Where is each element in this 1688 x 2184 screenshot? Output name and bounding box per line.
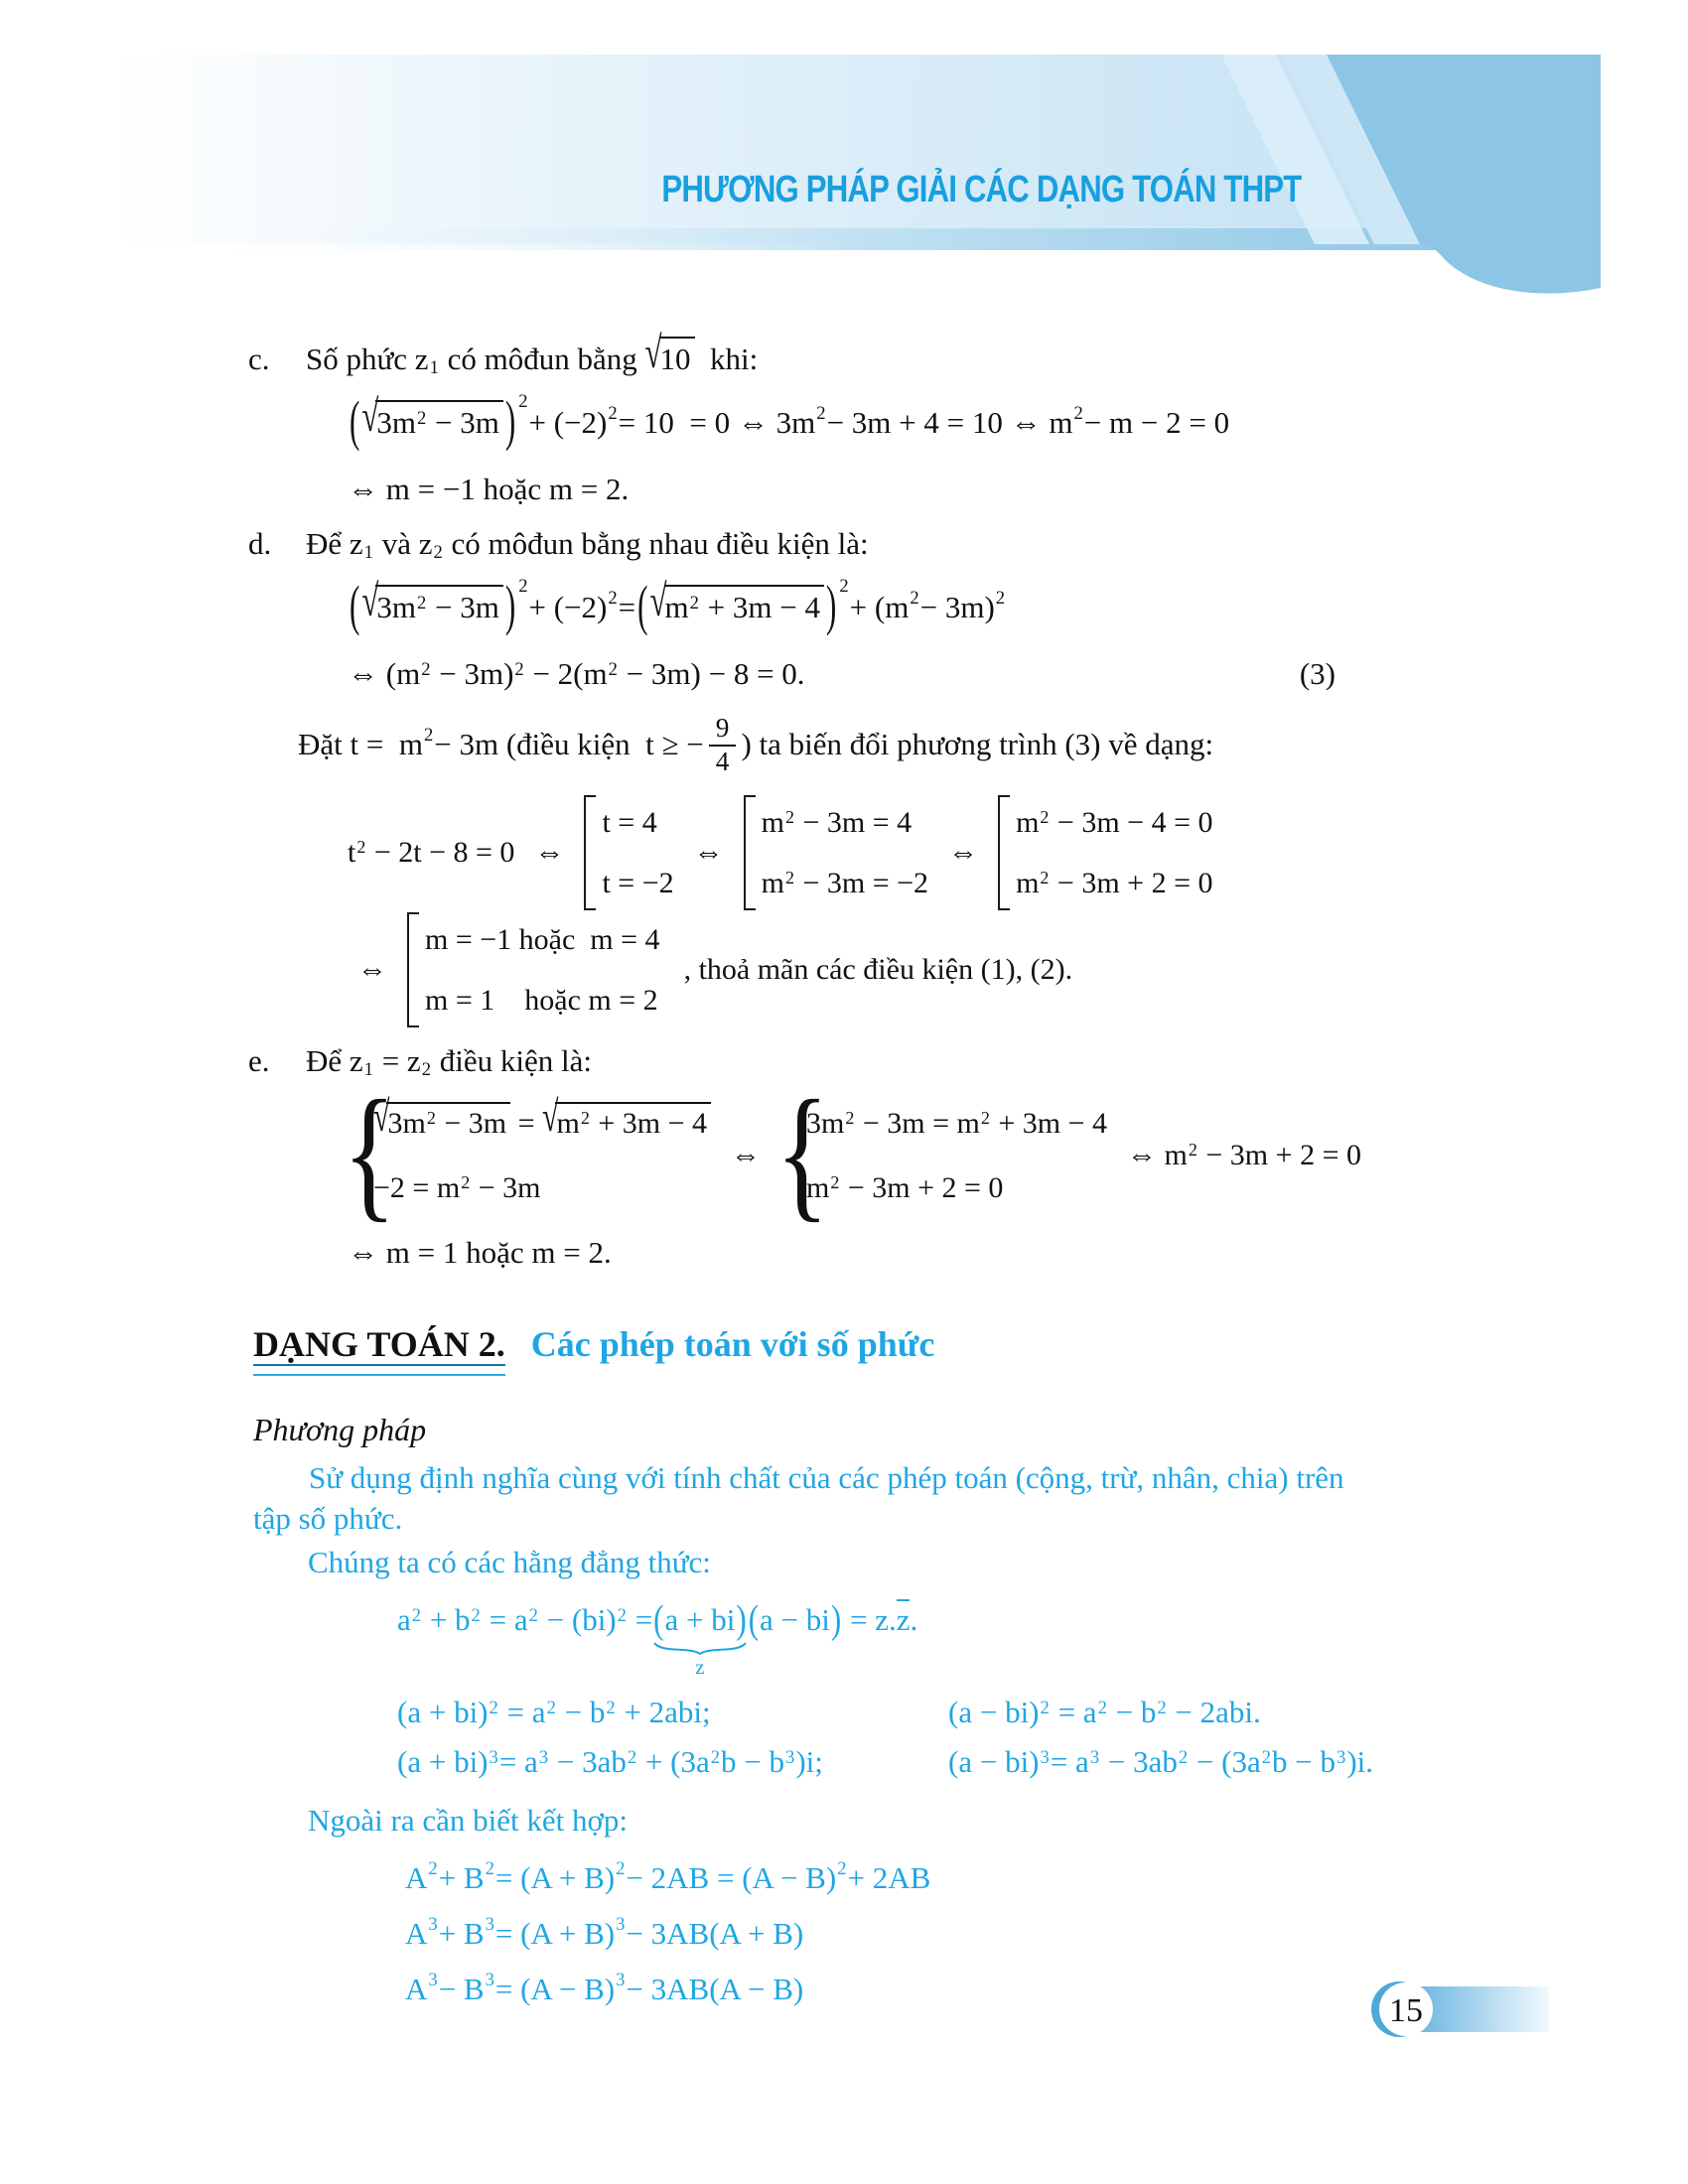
item-c (248, 327, 1688, 379)
case-row: $m^2 - 3m = 4$ (761, 805, 913, 839)
e-systems-row (348, 1081, 1688, 1230)
item-e (248, 1041, 1688, 1081)
combo-identity-3: A 3 − B 3 = (A − B) 3 − 3AB(A − B) (405, 1969, 804, 2007)
spacer (0, 1652, 1688, 1688)
case-row: { $√3m^2 - 3m = √m^2 + 3m - 4$ (373, 1104, 711, 1143)
substitution-line: Đặt t = m 2 − 3m (điều kiện t ≥ − $\frac{9}{4}$ ) ta biến đổi phương trình (3) về dạng: (298, 713, 1214, 776)
m-cases-2 (998, 795, 1212, 910)
case-row: m = −1 hoặc m = 4 (425, 922, 660, 956)
method-paragraph-line2: tập số phức. (253, 1500, 403, 1536)
e-system-1 (348, 1094, 711, 1217)
case-row: { $3m^2 - 3m = m^2 + 3m - 4$ (806, 1106, 1108, 1140)
t-systems-row (348, 793, 1688, 912)
item-d-heading: Để z1 và z2 có môđun bằng nhau điều kiện là: (306, 526, 869, 564)
identity-main-pre: $a^2 + b^2 = a^2 - (bi)^2$ = (397, 1602, 653, 1638)
item-d-label: d. (248, 526, 272, 562)
iff-arrow: ⇔ (693, 836, 724, 870)
case-row: $-2 = m^2 - 3m$ (373, 1170, 541, 1204)
item-c-label: c. (248, 341, 270, 376)
case-row: $m^2 - 3m + 2 = 0$ (806, 1170, 1004, 1204)
m-conclusion-cases (407, 912, 660, 1027)
page-number: 15 (1389, 1992, 1423, 2029)
identity-square-minus: $(a - bi)^2 = a^2 - b^2 - 2abi$. (948, 1695, 1261, 1730)
m-conclusion-row (357, 912, 1688, 1027)
iff-arrow: ⇔ (948, 836, 979, 870)
combo-identity-1: A 2 + B 2 = (A + B) 2 − 2AB = (A − B) 2 + 2AB (405, 1857, 931, 1896)
identity-row-1 (397, 1688, 1688, 1737)
identity-main-post: (a − bi) = z.z. (748, 1595, 918, 1642)
item-d-equation-1: ( $√3m^2 - 3m$ ) 2 + (−2) 2 = ( $√m^2 + 3m - 4$ ) 2 + (m 2 − 3m) 2 (350, 574, 1006, 637)
book-header-title: PHƯƠNG PHÁP GIẢI CÁC DẠNG TOÁN THPT (660, 169, 1301, 210)
item-e-label: e. (248, 1042, 270, 1078)
equation-number-3: (3) (1299, 656, 1336, 692)
item-c-equation-1: ( $√3m^2 - 3m$ ) 2 + (−2) 2 = 10 = 0 ⇔ 3m 2 − 3m + 4 = 10 ⇔ m 2 − m − 2 = 0 (350, 389, 1230, 453)
e-result: ⇔ $m^2 - 3m + 2 = 0$ (1127, 1139, 1361, 1172)
t-cases (584, 795, 673, 910)
section-number-label: DẠNG TOÁN 2. (253, 1321, 505, 1374)
underbrace-expression: (a + bi) (653, 1595, 747, 1642)
case-row: $m^2 - 3m + 2 = 0$ (1016, 866, 1213, 899)
iff-arrow: ⇔ (731, 1139, 761, 1172)
identity-main (397, 1588, 1688, 1680)
case-row: t = −2 (602, 866, 674, 899)
m-cases-1 (744, 795, 928, 910)
case-row: $m^2 - 3m - 4 = 0$ (1016, 805, 1213, 839)
identity-row-2 (397, 1737, 1688, 1787)
identity-cube-minus: $(a - bi)^3= a^3 - 3ab^2 - (3a^2b - b^3)i$. (948, 1744, 1373, 1780)
page-number-badge (1368, 1978, 1577, 2047)
identity-cube-plus: $(a + bi)^3= a^3 - 3ab^2 + (3a^2b - b^3)i$; (397, 1744, 823, 1780)
combine-intro: Ngoài ra cần biết kết hợp: (308, 1803, 628, 1839)
item-e-equation-2: ⇔ m = 1 hoặc m = 2. (348, 1234, 612, 1270)
method-paragraph-line1: Sử dụng định nghĩa cùng với tính chất của các phép toán (cộng, trừ, nhân, chia) trên (309, 1460, 1344, 1496)
header-bottom-strip (149, 228, 1470, 250)
combo-identity-2: A 3 + B 3 = (A + B) 3 − 3AB(A + B) (405, 1913, 804, 1952)
iff-arrow: ⇔ (534, 836, 565, 870)
method-label: Phương pháp (253, 1411, 427, 1447)
e-system-2 (780, 1094, 1107, 1217)
case-row: $m^2 - 3m = -2$ (761, 866, 929, 899)
identities-intro: Chúng ta có các hằng đẳng thức: (308, 1544, 711, 1579)
case-row: t = 4 (602, 805, 657, 839)
header-banner (0, 0, 1688, 328)
item-d (248, 524, 1688, 564)
underbrace-term (652, 1595, 748, 1680)
section-title: Các phép toán với số phức (530, 1323, 935, 1364)
item-c-equation-2: ⇔ m = −1 hoặc m = 2. (348, 472, 630, 507)
identity-square-plus: $(a + bi)^2 = a^2 - b^2 + 2abi$; (397, 1695, 711, 1730)
item-d-equation-2-row (348, 652, 1336, 698)
item-d-equation-2: ⇔ $(m^2 - 3m)^2 - 2(m^2 - 3m) - 8 = 0$. (348, 656, 805, 692)
t-quadratic: $t^2 - 2t - 8 = 0$ (348, 836, 515, 870)
item-c-heading: Số phức z1 có môđun bằng √10 khi: (306, 327, 759, 379)
underbrace-label: z (695, 1655, 705, 1680)
iff-arrow: ⇔ (357, 953, 387, 987)
item-e-heading: Để z1 = z2 điều kiện là: (306, 1042, 592, 1080)
section-heading (253, 1321, 1688, 1374)
case-row: m = 1 hoặc m = 2 (425, 983, 658, 1017)
page-content (0, 327, 1688, 2017)
conditions-note: , thoả mãn các điều kiện (1), (2). (683, 953, 1073, 987)
